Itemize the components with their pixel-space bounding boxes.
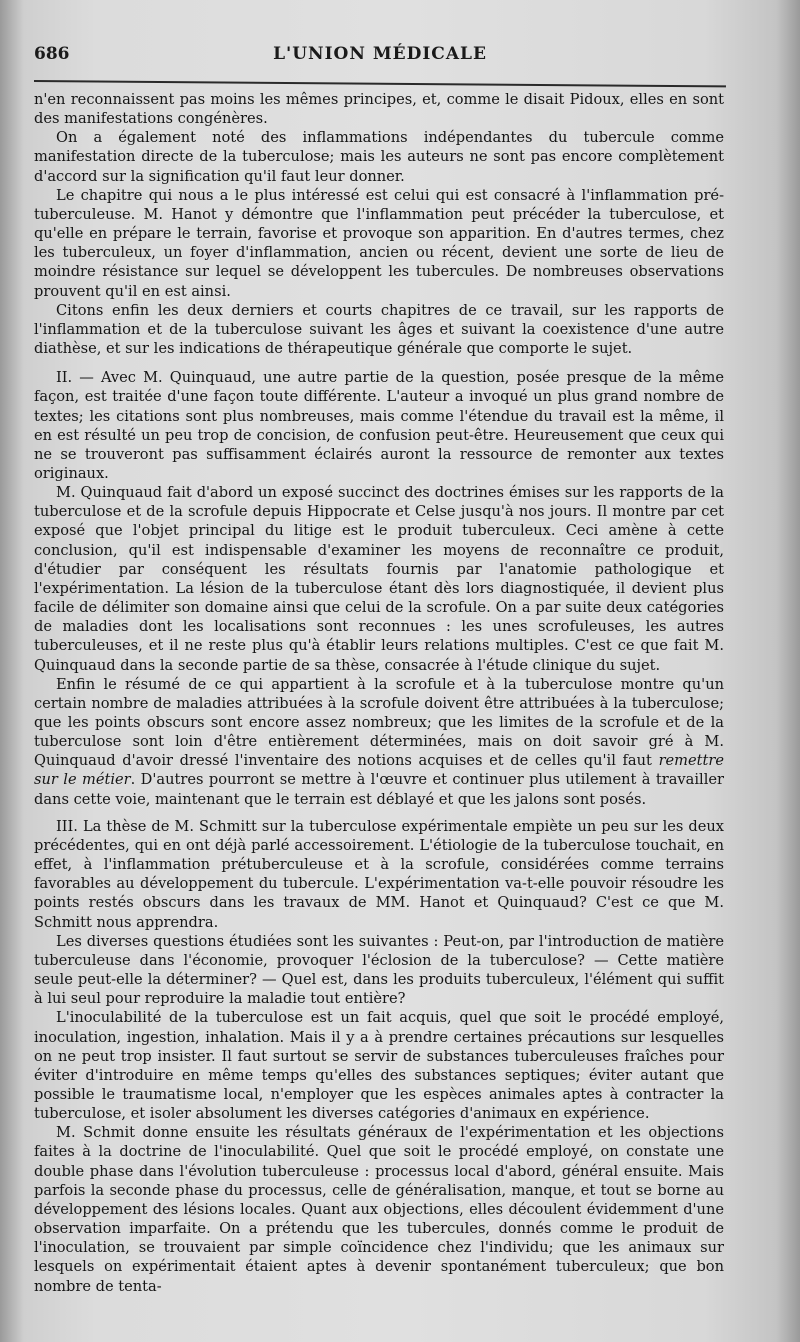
paragraph-2: On a également noté des inflammations indépendantes du tubercule comme manifestation directe de la tuberculose; mais les auteurs ne sont pas encore complètement d'accord sur la signification qu'il faut leur donner.: [34, 129, 724, 185]
paragraph-9: Les diverses questions étudiées sont les suivantes : Peut-on, par l'introduction de matière tuberculeuse dans l'économie, provoquer l'éclosion de la tuberculose? — Cette matière seule peut-elle la déterminer? — Quel est, dans les produits tuberculeux, l'élément qui suffit à lui seul pour reproduire la maladie tout entière?: [34, 932, 724, 1008]
section-iii-paragraph: III. La thèse de M. Schmitt sur la tuberculose expérimentale empiète un peu sur les deux précédentes, qui en ont déjà parlé accessoirement. L'étiologie de la tuberculose touchait, en effet, à l'inflammation prétuberculeuse et à la scrofule, considérées comme terrains favorables au développement du tubercule. L'expérimentation va-t-elle pouvoir résoudre les points restés obscurs dans les travaux de MM. Hanot et Quinquaud? C'est ce que M. Schmitt nous apprendra.: [34, 817, 724, 931]
italic-phrase: remettre sur le métier: [34, 752, 724, 789]
article-body: [34, 90, 724, 1296]
paragraph-7-end: . D'autres pourront se mettre à l'œuvre et continuer plus utilement à travailler dans cette voie, maintenant que le terrain est déblayé et que les jalons sont posés.: [34, 771, 724, 808]
section-ii-paragraph: II. — Avec M. Quinquaud, une autre partie de la question, posée presque de la même façon, est traitée d'une façon toute différente. L'auteur a invoqué un plus grand nombre de textes; les citations sont plus nombreuses, mais comme l'étendue du travail est la même, il en est résulté un peu trop de concision, de confusion peut-être. Heureusement que ceux qui ne se trouveront pas suffisamment éclairés auront la ressource de remonter aux textes originaux.: [34, 369, 724, 482]
paragraph-7-start: Enfin le résumé de ce qui appartient à la scrofule et à la tuberculose montre qu'un certain nombre de maladies attribuées à la scrofule doivent être attribuées à la tuberculose; que les points obscurs sont encore assez nombreux; que les limites de la scrofule et de la tuberculose sont loin d'être entièrement déterminées, mais on doit savoir gré à M. Quinquaud d'avoir dressé l'inventaire des notions acquises et de celles qu'il faut: [34, 675, 724, 770]
paragraph-3: Le chapitre qui nous a le plus intéressé est celui qui est consacré à l'inflammation pré-tuberculeuse. M. Hanot y démontre que l'inflammation peut précéder la tuberculose, et qu'elle en prépare le terrain, favorise et provoque son apparition. En d'autres termes, chez les tuberculeux, un foyer d'inflammation, ancien ou récent, devient une sorte de lieu de moindre résistance sur lequel se développent les tubercules. De nombreuses observations prouvent qu'il en est ainsi.: [34, 186, 724, 300]
paragraph-11: M. Schmit donne ensuite les résultats généraux de l'expérimentation et les objections faites à la doctrine de l'inoculabilité. Quel que soit le procédé employé, on constate une double phase dans l'évolution tuberculeuse : processus local d'abord, général ensuite. Mais parfois la seconde phase du processus, celle de généralisation, manque, et tout se borne au développement des lésions locales. Quant aux objections, elles découlent évidemment d'une observation imparfaite. On a prétendu que les tubercules, donnés comme le produit de l'inoculation, se trouvaient par simple coïncidence chez l'individu; que les animaux sur lesquels on expérimentait étaient aptes à devenir spontanément tuberculeux; que bon nombre de tenta-: [34, 1124, 724, 1295]
paragraph-10: L'inoculabilité de la tuberculose est un fait acquis, quel que soit le procédé employé, inoculation, ingestion, inhalation. Mais il y a à prendre certaines précautions sur lesquelles on ne peut trop insister. Il faut surtout se servir de substances tuberculeuses fraîches pour éviter d'introduire en même temps qu'elles des substances septiques; éviter autant que possible le traumatisme local, n'employer que les espèces animales aptes à contracter la tuberculose, et isoler absolument les diverses catégories d'animaux en expérience.: [34, 1009, 724, 1123]
paragraph-1: n'en reconnaissent pas moins les mêmes principes, et, comme le disait Pidoux, elles en sont des manifestations congénères.: [34, 91, 724, 128]
page-number: 686: [34, 44, 70, 64]
paragraph-4: Citons enfin les deux derniers et courts chapitres de ce travail, sur les rapports de l'inflammation et de la tuberculose suivant les âges et suivant la coexistence d'une autre diathèse, et sur les indications de thérapeutique générale que comporte le sujet.: [34, 301, 724, 358]
running-title: L'UNION MÉDICALE: [273, 44, 487, 64]
header-rule: [34, 80, 726, 87]
paragraph-6: M. Quinquaud fait d'abord un exposé succinct des doctrines émises sur les rapports de la tuberculose et de la scrofule depuis Hippocrate et Celse jusqu'à nos jours. Il montre par cet exposé que l'objet principal du litige est le produit tuberculeux. Ceci amène à cette conclusion, qu'il est indispensable d'examiner les moyens de reconnaître ce produit, d'étudier par conséquent les résultats fournis par l'anatomie pathologique et l'expérimentation. La lésion de la tuberculose étant dès lors diagnostiquée, il devient plus facile de délimiter son domaine ainsi que celui de la scrofule. On a par suite deux catégories de maladies dont les localisations sont reconnues : les unes scrofuleuses, les autres tuberculeuses, et il ne reste plus qu'à établir leurs relations multiples. C'est ce que fait M. Quinquaud dans la seconde partie de sa thèse, consacrée à l'étude clinique du sujet.: [34, 484, 724, 674]
page-header: [30, 44, 730, 70]
paragraph-7: [34, 675, 724, 809]
